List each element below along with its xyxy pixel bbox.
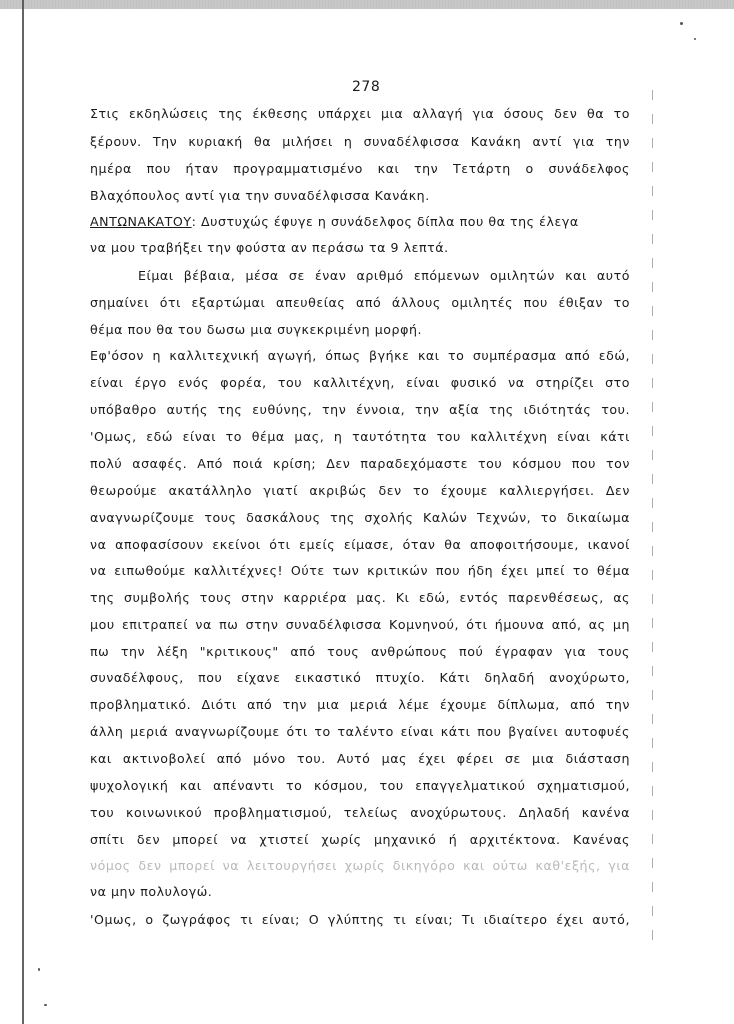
text-line: Στις εκδηλώσεις της έκθεσης υπάρχει μια αλλαγή για όσους δεν θα το xyxy=(90,106,630,121)
text-line: 'Ομως, ο ζωγράφος τι είναι; Ο γλύπτης τι είναι; Τι ιδιαίτερο έχει αυτό, xyxy=(90,912,630,927)
text-line: να μου τραβήξει την φούστα αν περάσω τα 9 λεπτά. xyxy=(90,240,449,255)
text-line: μου επιτραπεί να πω στην συναδέλφισσα Κομνηνού, ότι ήμουνα από, ας μη xyxy=(90,617,630,632)
scan-speck xyxy=(38,968,40,971)
scan-speck xyxy=(44,1004,47,1006)
text-line: πολύ ασαφές. Από ποιά κρίση; Δεν παραδεχόμαστε του κόσμου που τον xyxy=(90,456,630,471)
scan-top-edge xyxy=(0,0,734,9)
text-line: να ειπωθούμε καλλιτέχνες! Ούτε των κριτικών που ήδη έχει μπεί το θέμα xyxy=(90,563,630,578)
text-line: υπόβαθρο αυτής της ευθύνης, την έννοια, την αξία της ιδιότητάς του. xyxy=(90,402,630,417)
text-line: της συμβολής τους στην καρριέρα μας. Κι εδώ, εντός παρενθέσεως, ας xyxy=(90,590,630,605)
text-line: 'Ομως, εδώ είναι το θέμα μας, η ταυτότητα του καλλιτέχνη είναι κάτι xyxy=(90,429,630,444)
text-line: σπίτι δεν μπορεί να χτιστεί χωρίς μηχανικό ή αρχιτέκτονα. Κανένας xyxy=(90,832,630,847)
text-line: αναγνωρίζουμε τους δασκάλους της σχολής Καλών Τεχνών, το δικαίωμα xyxy=(90,510,630,525)
text-line: του κοινωνικού προβληματισμού, τελείως ανοχύρωτους. Δηλαδή κανένα xyxy=(90,805,630,820)
scan-right-margin-line xyxy=(652,90,653,950)
scan-speck xyxy=(694,38,696,40)
text-line xyxy=(90,214,630,230)
scan-speck xyxy=(680,22,683,25)
text-line-faded: νόμος δεν μπορεί να λειτουργήσει χωρίς δικηγόρο και ούτω καθ'εξής, για xyxy=(90,858,630,873)
scan-left-margin-line xyxy=(22,0,24,1024)
page-number: 278 xyxy=(352,79,381,95)
text-line: θεωρούμε ακατάλληλο γιατί ακριβώς δεν το έχουμε καλλιεργήσει. Δεν xyxy=(90,483,630,498)
text-line: Βλαχόπουλος αντί για την συναδέλφισσα Κανάκη. xyxy=(90,188,430,203)
text-line: να αποφασίσουν εκείνοι ότι εμείς είμασε, όταν θα αποφοιτήσουμε, ικανοί xyxy=(90,537,630,552)
text-line: Εφ'όσον η καλλιτεχνική αγωγή, όπως βγήκε και το συμπέρασμα από εδώ, xyxy=(90,348,630,363)
text-line: θέμα που θα του δωσω μια συγκεκριμένη μορφή. xyxy=(90,322,423,337)
text-line: πω την λέξη "κριτικους" από τους ανθρώπους πού έγραφαν για τους xyxy=(90,644,630,659)
text-line: ημέρα που ήταν προγραμματισμένο και την Τετάρτη ο συνάδελφος xyxy=(90,161,630,176)
text-line: Είμαι βέβαια, μέσα σε έναν αριθμό επόμενων ομιλητών και αυτό xyxy=(138,268,630,283)
text-line: προβληματικό. Διότι από την μια μεριά λέμε έχουμε δίπλωμα, από την xyxy=(90,697,630,712)
text-line: συναδέλφους, που είχανε εικαστικό πτυχίο. Κάτι δηλαδή ανοχύρωτο, xyxy=(90,670,630,685)
text-line: είναι έργο ενός φορέα, του καλλιτέχνη, είναι φυσικό να στηρίζει στο xyxy=(90,375,630,390)
text-line: να μην πολυλογώ. xyxy=(90,884,213,899)
text-line: ψυχολογική και απέναντι το κόσμου, του επαγγελματικού σχηματισμού, xyxy=(90,778,630,793)
text-line: και ακτινοβολεί από μόνο του. Αυτό μας έχει φέρει σε μια διάσταση xyxy=(90,751,630,766)
speaker-text: : Δυστυχώς έφυγε η συνάδελφος δίπλα που θα της έλεγα xyxy=(191,214,579,229)
text-line: άλλη μεριά αναγνωρίζουμε ότι το ταλέντο είναι κάτι που βγαίνει αυτοφυές xyxy=(90,724,630,739)
text-line: ξέρουν. Την κυριακή θα μιλήσει η συναδέλφισσα Κανάκη αντί για την xyxy=(90,134,630,149)
speaker-name: ΑΝΤΩΝΑΚΑΤΟΥ xyxy=(90,214,192,229)
text-line: σημαίνει ότι εξαρτώμαι απευθείας από άλλους ομιλητές που έθιξαν το xyxy=(90,295,630,310)
